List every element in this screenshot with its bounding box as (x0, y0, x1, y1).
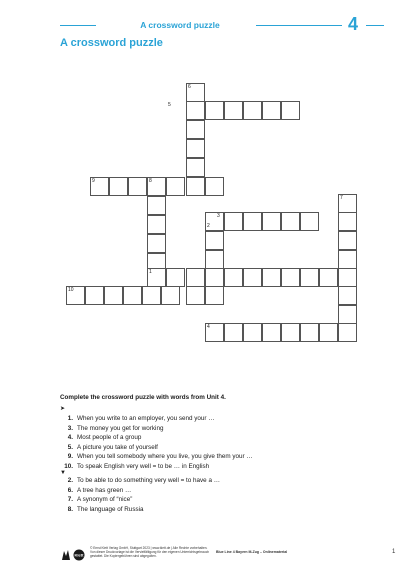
clue-number: 6. (67, 486, 73, 494)
crossword-cell[interactable] (186, 101, 205, 120)
clue-number-label: 7 (340, 195, 343, 201)
across-clue (60, 434, 141, 442)
page-title: A crossword puzzle (60, 37, 163, 49)
crossword-cell[interactable] (186, 158, 205, 177)
clue-text: To speak English very well = to be … in English (77, 462, 210, 470)
crossword-cell[interactable] (338, 305, 357, 324)
crossword-cell[interactable] (205, 177, 224, 196)
across-clue (60, 425, 163, 433)
footer-legal: © Ernst Klett Verlag GmbH, Stuttgart 2023 | www.klett.de | Alle Rechte vorbehalten. Von dieser Druckvorlage ist die Vervielfältigung für den eigenen Unterrichtsgebrauch gestattet. Die Kopiergebühren sind abgegolten. (90, 546, 210, 558)
crossword-cell[interactable] (224, 268, 243, 287)
clue-number: 9. (67, 453, 73, 460)
crossword-cell[interactable] (243, 101, 262, 120)
clue-number-label: 8 (149, 178, 152, 184)
crossword-cell[interactable] (104, 286, 123, 305)
crossword-cell[interactable] (300, 212, 319, 231)
crossword-cell[interactable] (281, 323, 300, 342)
crossword-cell[interactable] (262, 268, 281, 287)
crossword-cell[interactable] (281, 212, 300, 231)
crossword-cell[interactable] (186, 120, 205, 139)
clue-text: To be able to do something very well = to have a … (77, 477, 220, 484)
crossword-cell[interactable] (186, 286, 205, 305)
clue-number-label: 10 (68, 287, 74, 293)
crossword-cell[interactable] (243, 212, 262, 231)
clue-text: The money you get for working (77, 424, 164, 432)
crossword-cell[interactable] (205, 250, 224, 269)
clue-number-label: 9 (92, 178, 95, 184)
crossword-cell[interactable] (147, 196, 166, 215)
crossword-cell[interactable] (224, 101, 243, 120)
instructions: Complete the crossword puzzle with words from Unit 4. (60, 394, 226, 401)
crossword-cell[interactable] (224, 212, 243, 231)
clue-number-label: 5 (168, 102, 171, 108)
page-number: 1 (392, 549, 396, 555)
crossword-cell[interactable] (319, 268, 338, 287)
clue-number-label: 3 (217, 213, 220, 219)
crossword-cell[interactable] (281, 268, 300, 287)
clue-number: 3. (67, 424, 73, 432)
clue-number: 1. (67, 415, 73, 422)
clue-number-label: 6 (188, 84, 191, 90)
crossword-cell[interactable] (319, 323, 338, 342)
crossword-cell[interactable] (186, 268, 205, 287)
crossword-cell[interactable] (243, 323, 262, 342)
clue-number: 2. (67, 477, 73, 484)
down-arrow-icon: ▼ (60, 470, 66, 476)
crossword-cell[interactable] (161, 286, 180, 305)
crossword-cell[interactable] (338, 286, 357, 305)
clue-text: When you write to an employer, you send your … (77, 415, 215, 422)
crossword-cell[interactable] (109, 177, 128, 196)
crossword-cell[interactable] (205, 101, 224, 120)
down-clue (60, 477, 220, 485)
crossword-cell[interactable] (166, 268, 185, 287)
crossword-cell[interactable] (205, 231, 224, 250)
header-title: A crossword puzzle (140, 20, 220, 30)
crossword-cell[interactable] (224, 323, 243, 342)
crossword-cell[interactable] (300, 323, 319, 342)
crossword-cell[interactable] (205, 268, 224, 287)
crossword-cell[interactable] (123, 286, 142, 305)
clue-text: A synonym of “nice” (77, 496, 133, 503)
crossword-cell[interactable] (147, 215, 166, 234)
clue-text: The language of Russia (77, 505, 144, 513)
klett-logo-text: Klett (74, 552, 84, 558)
clue-number: 7. (67, 496, 73, 503)
crossword-cell[interactable] (186, 177, 205, 196)
clue-number-label: 2 (207, 223, 210, 229)
crossword-cell[interactable] (243, 268, 262, 287)
across-clue (60, 453, 253, 461)
crossword-cell[interactable] (166, 177, 185, 196)
clue-text: When you tell somebody where you live, you give them your … (77, 453, 253, 460)
crossword-cell[interactable] (300, 268, 319, 287)
clue-number: 8. (67, 505, 73, 513)
clue-number: 4. (67, 434, 73, 441)
crossword-cell[interactable] (205, 286, 224, 305)
clue-text: Most people of a group (77, 434, 142, 441)
down-clue (60, 506, 144, 514)
clue-number: 5. (67, 443, 73, 451)
clue-number-label: 4 (207, 324, 210, 330)
across-arrow-icon: ➤ (60, 406, 66, 412)
crossword-cell[interactable] (262, 101, 281, 120)
crossword-cell[interactable] (281, 101, 300, 120)
across-clue (60, 463, 209, 471)
crossword-cell[interactable] (338, 212, 357, 231)
crossword-cell[interactable] (142, 286, 161, 305)
klett-logo-icon (60, 549, 86, 561)
down-clue (60, 496, 132, 504)
across-clue (60, 415, 215, 423)
across-clue (60, 444, 158, 452)
clue-number-label: 1 (149, 269, 152, 275)
crossword-cell[interactable] (338, 268, 357, 287)
crossword-cell[interactable] (338, 250, 357, 269)
crossword-cell[interactable] (85, 286, 104, 305)
clue-text: A tree has green … (77, 486, 132, 494)
crossword-cell[interactable] (262, 323, 281, 342)
clue-number: 10. (64, 462, 73, 470)
crossword-cell[interactable] (186, 139, 205, 158)
footer-series: Blue Line 4 Bayern M-Zug – Onlinematerial (216, 550, 288, 554)
crossword-cell[interactable] (147, 234, 166, 253)
crossword-cell[interactable] (338, 231, 357, 250)
crossword-cell[interactable] (128, 177, 147, 196)
crossword-cell[interactable] (262, 212, 281, 231)
clue-text: A picture you take of yourself (77, 443, 158, 451)
crossword-cell[interactable] (338, 323, 357, 342)
unit-number: 4 (348, 14, 359, 34)
down-clue (60, 487, 131, 495)
